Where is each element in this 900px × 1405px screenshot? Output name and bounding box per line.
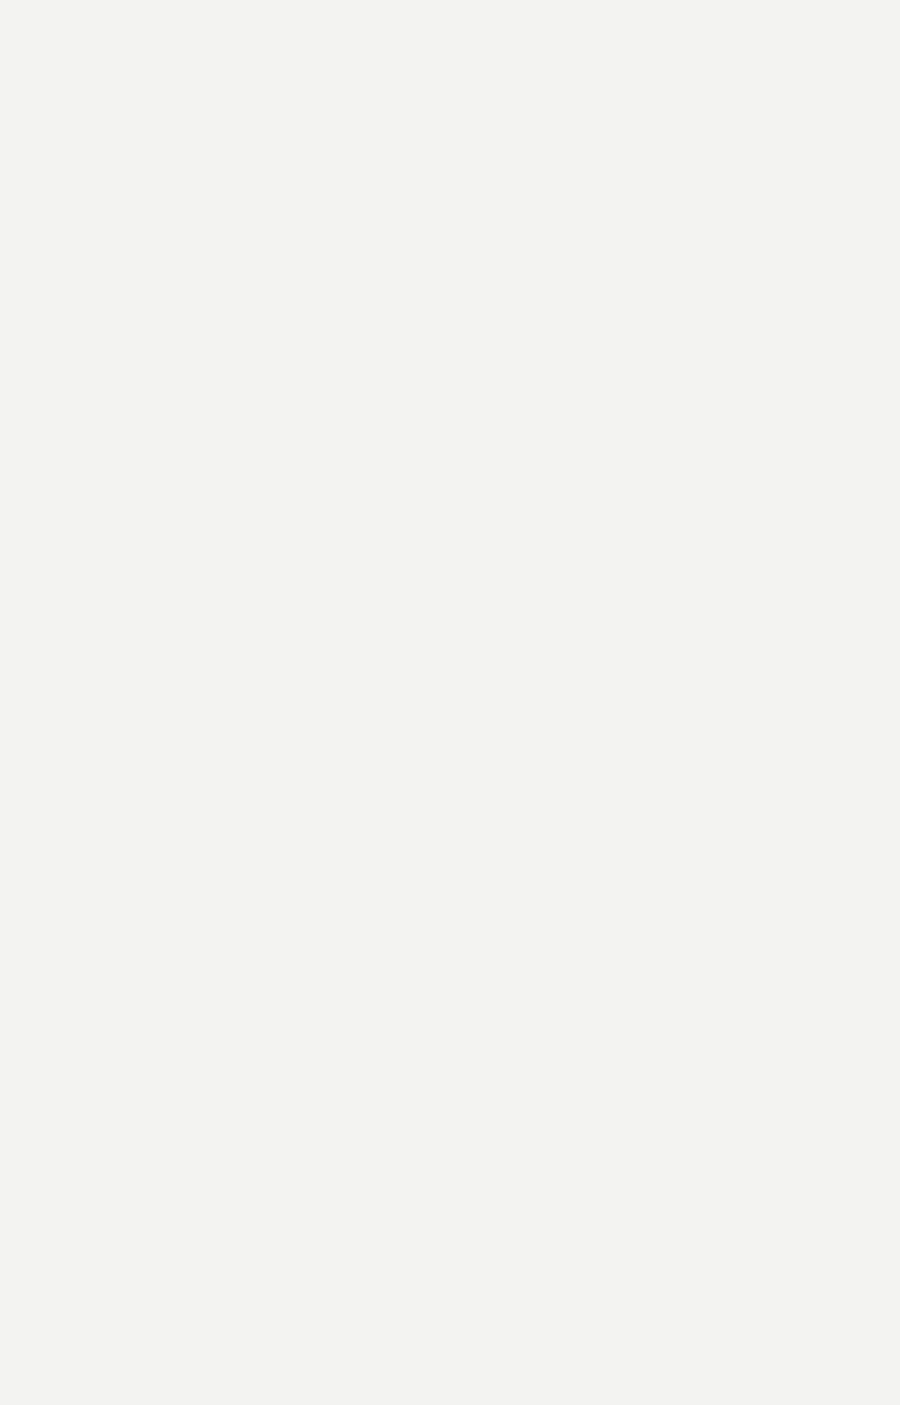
answer-item-55 [56, 242, 99, 266]
passage-title [276, 373, 338, 393]
answer-item-54 [56, 110, 99, 134]
